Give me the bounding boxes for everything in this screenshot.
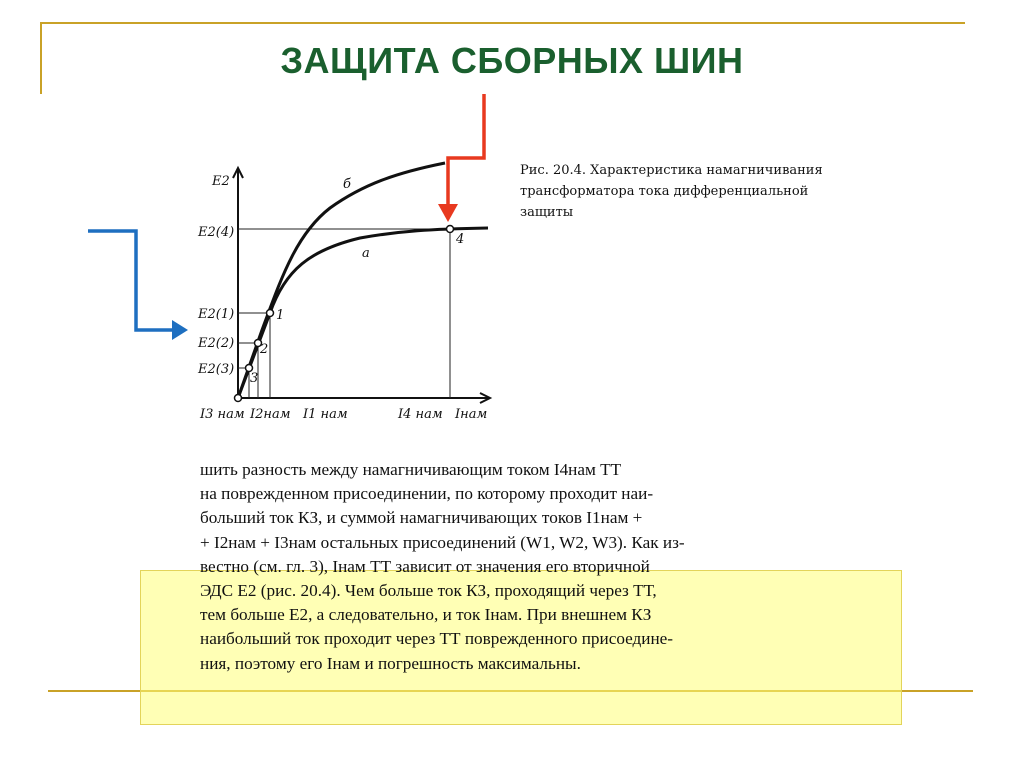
- y-tick-e23: E2(3): [198, 362, 235, 377]
- y-tick-e21: E2(1): [198, 307, 235, 322]
- point-3-label: 3: [250, 371, 259, 386]
- blue-arrow: [88, 231, 178, 330]
- x-tick-i2: I2нам: [250, 407, 291, 422]
- curve-a-label: а: [362, 246, 370, 261]
- point-4-label: 4: [456, 232, 465, 247]
- blue-arrow-head: [172, 320, 188, 340]
- curve-b-label: б: [343, 177, 351, 192]
- y-tick-e22: E2(2): [198, 336, 235, 351]
- red-arrow-head: [438, 204, 458, 222]
- body-text: [200, 458, 845, 676]
- body-line: наибольший ток проходит через ТТ поврежденного присоедине-: [200, 629, 674, 649]
- body-line: на поврежденном присоединении, по которому проходит наи-: [200, 484, 654, 504]
- curve-b: [238, 163, 445, 398]
- slide-title: ЗАЩИТА СБОРНЫХ ШИН: [280, 40, 744, 81]
- body-line: ния, поэтому его Iнам и погрешность максимальны.: [200, 653, 581, 673]
- body-line: + I2нам + I3нам остальных присоединений (W1, W2, W3). Как из-: [200, 532, 685, 552]
- x-tick-i4: I4 нам: [398, 407, 443, 422]
- point-4: [447, 226, 454, 233]
- red-arrow: [448, 94, 484, 216]
- body-line: тем больше E2, а следовательно, и ток Iнам. При внешнем КЗ: [200, 605, 652, 625]
- point-1: [267, 310, 274, 317]
- x-tick-i3: I3 нам: [200, 407, 245, 422]
- body-line: вестно (см. гл. 3), Iнам ТТ зависит от значения его вторичной: [200, 556, 650, 576]
- body-line: больший ток КЗ, и суммой намагничивающих токов I1нам +: [200, 508, 643, 528]
- point-1-label: 1: [276, 308, 285, 323]
- y-axis-label: E2: [212, 174, 230, 189]
- x-axis-label: Iнам: [455, 407, 488, 422]
- y-tick-e24: E2(4): [198, 225, 235, 240]
- body-line: шить разность между намагничивающим током I4нам ТТ: [200, 460, 622, 479]
- body-line: ЭДС E2 (рис. 20.4). Чем больше ток КЗ, проходящий через ТТ,: [200, 581, 657, 601]
- x-tick-i1: I1 нам: [303, 407, 348, 422]
- point-origin: [235, 395, 242, 402]
- point-2-label: 2: [260, 342, 269, 357]
- figure-caption: Рис. 20.4. Характеристика намагничивания трансформатора тока дифференциальной защиты: [520, 163, 823, 220]
